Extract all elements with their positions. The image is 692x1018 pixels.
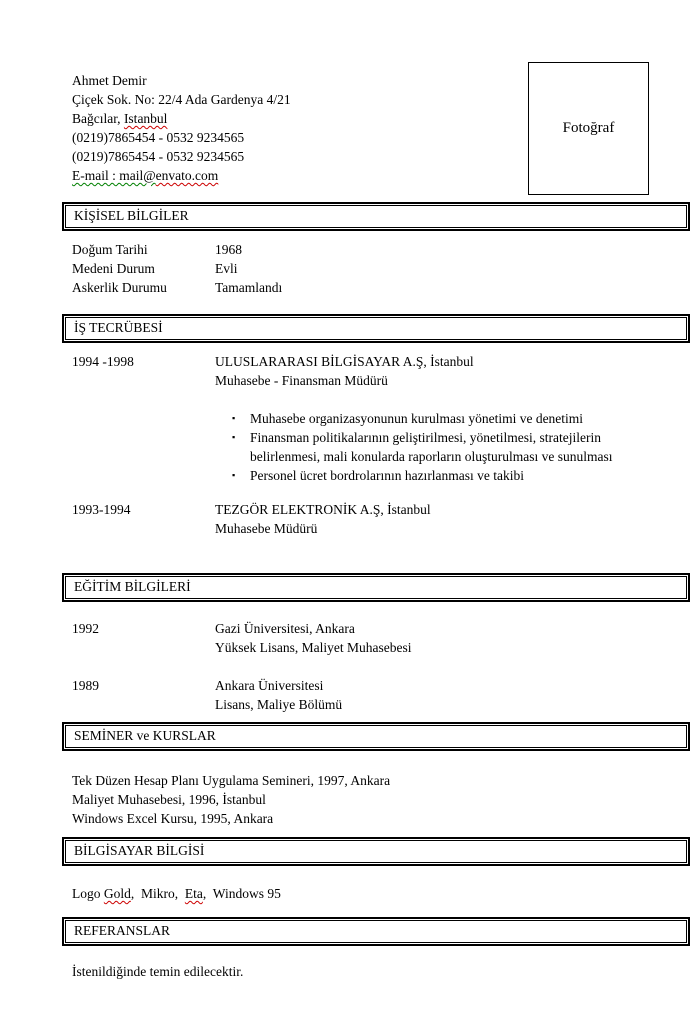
contact-email [72,166,291,185]
experience-period: 1993-1994 [72,502,131,517]
experience-role: Muhasebe Müdürü [215,521,318,536]
education-entry-1 [72,619,411,657]
section-title-personal: KİŞİSEL BİLGİLER [65,205,687,228]
personal-value: 1968 [215,242,242,257]
computer-skills-line [72,884,281,903]
experience-bullet-text: Personel ücret bordrolarının hazırlanması ve takibi [250,468,525,483]
experience-bullet-text: Muhasebe organizasyonunun kurulması yönetimi ve denetimi [250,411,584,426]
experience-bullet [232,466,664,485]
education-year: 1992 [72,621,99,636]
education-detail [215,619,411,657]
experience-entry-2 [72,500,431,538]
references-text: İstenildiğinde temin edilecektir. [72,964,244,979]
education-school: Gazi Üniversitesi, Ankara [215,621,355,636]
contact-phone-1: (0219)7865454 - 0532 9234565 [72,130,245,145]
computer-skills-flagged: Gold [103,886,131,901]
education-degree: Yüksek Lisans, Maliyet Muhasebesi [215,640,412,655]
personal-row-marital [72,259,282,278]
section-header-seminars [62,722,690,751]
photo-placeholder-label: Fotoğraf [562,120,615,136]
experience-bullet [232,409,664,428]
computer-skills-text: , Mikro, [130,886,185,901]
section-header-references [62,917,690,946]
section-header-computer [62,837,690,866]
experience-role: Muhasebe - Finansman Müdürü [215,373,388,388]
experience-detail [215,500,431,538]
computer-skills-flagged: Eta [184,886,203,901]
contact-email-green: E-mail : mail@ [72,168,156,183]
seminar-item: Maliyet Muhasebesi, 1996, İstanbul [72,792,266,807]
computer-skills-text: , Windows 95 [202,886,281,901]
photo-placeholder-box [528,62,649,195]
contact-block [72,71,291,185]
section-title-references: REFERANSLAR [65,920,687,943]
contact-city [72,109,291,128]
education-detail [215,676,342,714]
education-entry-2 [72,676,342,714]
personal-value: Tamamlandı [215,280,283,295]
experience-company: TEZGÖR ELEKTRONİK A.Ş, İstanbul [215,502,431,517]
experience-period: 1994 -1998 [72,354,134,369]
section-header-education [62,573,690,602]
computer-skills-text: Logo [72,886,104,901]
experience-bullet [232,428,664,466]
education-school: Ankara Üniversitesi [215,678,324,693]
experience-bullet-text: Finansman politikalarının geliştirilmesi, yönetilmesi, stratejilerin belirlenmesi, mali konularda raporların oluşturulması ve sunulması [250,430,613,464]
contact-city-flagged: Istanbul [123,111,168,126]
section-header-experience [62,314,690,343]
contact-city-prefix: Bağcılar, [72,111,124,126]
section-title-education: EĞİTİM BİLGİLERİ [65,576,687,599]
bullet-icon: ▪ [232,413,236,423]
experience-company: ULUSLARARASI BİLGİSAYAR A.Ş, İstanbul [215,354,474,369]
seminar-list [72,771,390,828]
personal-label: Medeni Durum [72,261,155,276]
education-year: 1989 [72,678,99,693]
personal-row-military [72,278,282,297]
section-title-computer: BİLGİSAYAR BİLGİSİ [65,840,687,863]
personal-row-birthdate [72,240,282,259]
experience-entry-1 [72,352,474,390]
bullet-icon: ▪ [232,470,236,480]
contact-name: Ahmet Demir [72,73,147,88]
contact-address: Çiçek Sok. No: 22/4 Ada Gardenya 4/21 [72,92,291,107]
seminar-item: Tek Düzen Hesap Planı Uygulama Semineri, 1997, Ankara [72,773,391,788]
section-title-seminars: SEMİNER ve KURSLAR [65,725,687,748]
seminar-item: Windows Excel Kursu, 1995, Ankara [72,811,274,826]
bullet-icon: ▪ [232,432,236,442]
education-degree: Lisans, Maliye Bölümü [215,697,343,712]
experience-detail [215,352,474,390]
contact-email-red: envato.com [155,168,219,183]
personal-label: Doğum Tarihi [72,242,148,257]
section-title-experience: İŞ TECRÜBESİ [65,317,687,340]
personal-info-rows [72,240,282,297]
personal-label: Askerlik Durumu [72,280,167,295]
contact-phone-2: (0219)7865454 - 0532 9234565 [72,149,245,164]
section-header-personal [62,202,690,231]
personal-value: Evli [215,261,238,276]
experience-bullet-list [232,409,664,485]
